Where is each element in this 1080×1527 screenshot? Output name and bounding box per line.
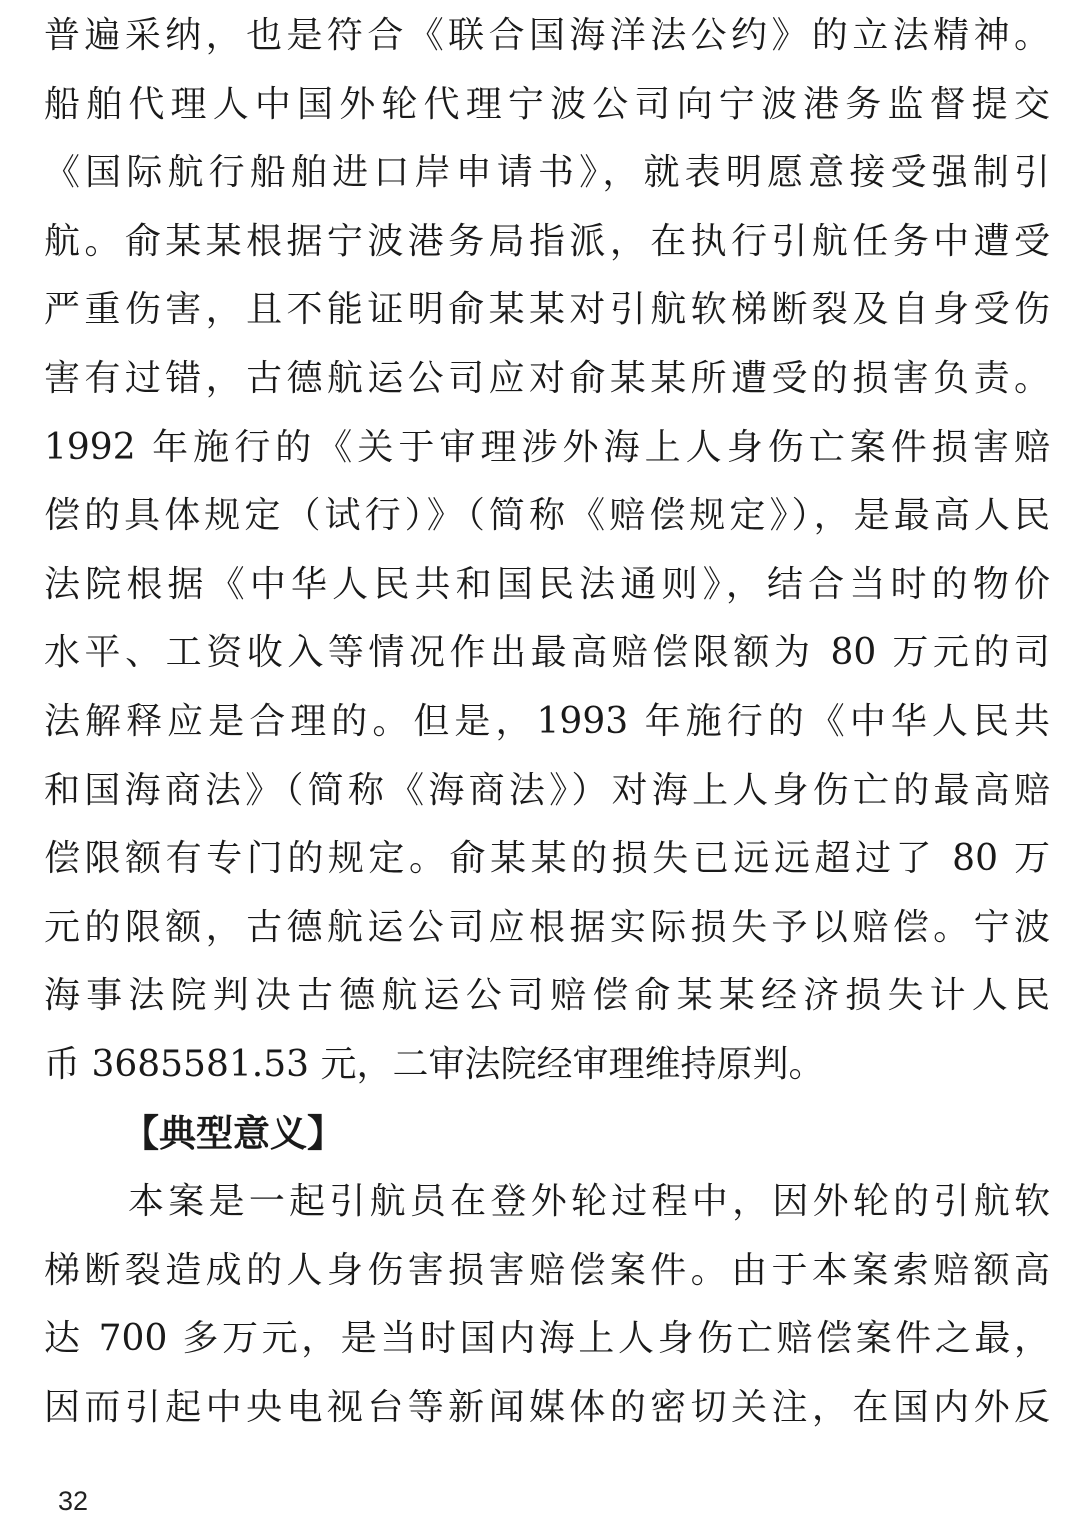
text-line: 1992 年施行的《关于审理涉外海上人身伤亡案件损害赔 — [44, 426, 1050, 468]
text-line: 元的限额，古德航运公司应根据实际损失予以赔偿。宁波 — [44, 906, 1050, 948]
body-text — [44, 2, 1050, 1442]
text-line: 水平、工资收入等情况作出最高赔偿限额为 80 万元的司 — [44, 632, 1050, 674]
text-line: 达 700 多万元，是当时国内海上人身伤亡赔偿案件之最， — [44, 1318, 1050, 1360]
text-line: 害有过错，古德航运公司应对俞某某所遭受的损害负责。 — [44, 357, 1050, 399]
text-line: 法解释应是合理的。但是，1993 年施行的《中华人民共 — [44, 700, 1050, 742]
text-line: 普遍采纳，也是符合《联合国海洋法公约》的立法精神。 — [44, 15, 1050, 56]
text-line: 航。俞某某根据宁波港务局指派，在执行引航任务中遭受 — [44, 220, 1050, 262]
text-line: 严重伤害，且不能证明俞某某对引航软梯断裂及自身受伤 — [44, 289, 1050, 331]
page-number: 32 — [58, 1486, 89, 1516]
text-line: 偿限额有专门的规定。俞某某的损失已远远超过了 80 万 — [44, 838, 1050, 880]
text-line: 币 3685581.53 元，二审法院经审理维持原判。 — [44, 1043, 825, 1085]
text-line: 本案是一起引航员在登外轮过程中，因外轮的引航软 — [128, 1181, 1050, 1223]
text-line: 《国际航行船舶进口岸申请书》，就表明愿意接受强制引 — [44, 152, 1050, 194]
text-line: 和国海商法》（简称《海商法》）对海上人身伤亡的最高赔 — [44, 769, 1050, 811]
text-line: 法院根据《中华人民共和国民法通则》，结合当时的物价 — [44, 563, 1050, 605]
text-line: 海事法院判决古德航运公司赔偿俞某某经济损失计人民 — [44, 975, 1050, 1017]
text-line: 船舶代理人中国外轮代理宁波公司向宁波港务监督提交 — [44, 83, 1050, 125]
section-heading: 【典型意义】 — [122, 1111, 344, 1155]
text-line: 因而引起中央电视台等新闻媒体的密切关注，在国内外反 — [44, 1386, 1050, 1428]
text-line: 梯断裂造成的人身伤害损害赔偿案件。由于本案索赔额高 — [44, 1249, 1050, 1291]
text-line: 偿的具体规定（试行）》（简称《赔偿规定》），是最高人民 — [44, 495, 1050, 537]
